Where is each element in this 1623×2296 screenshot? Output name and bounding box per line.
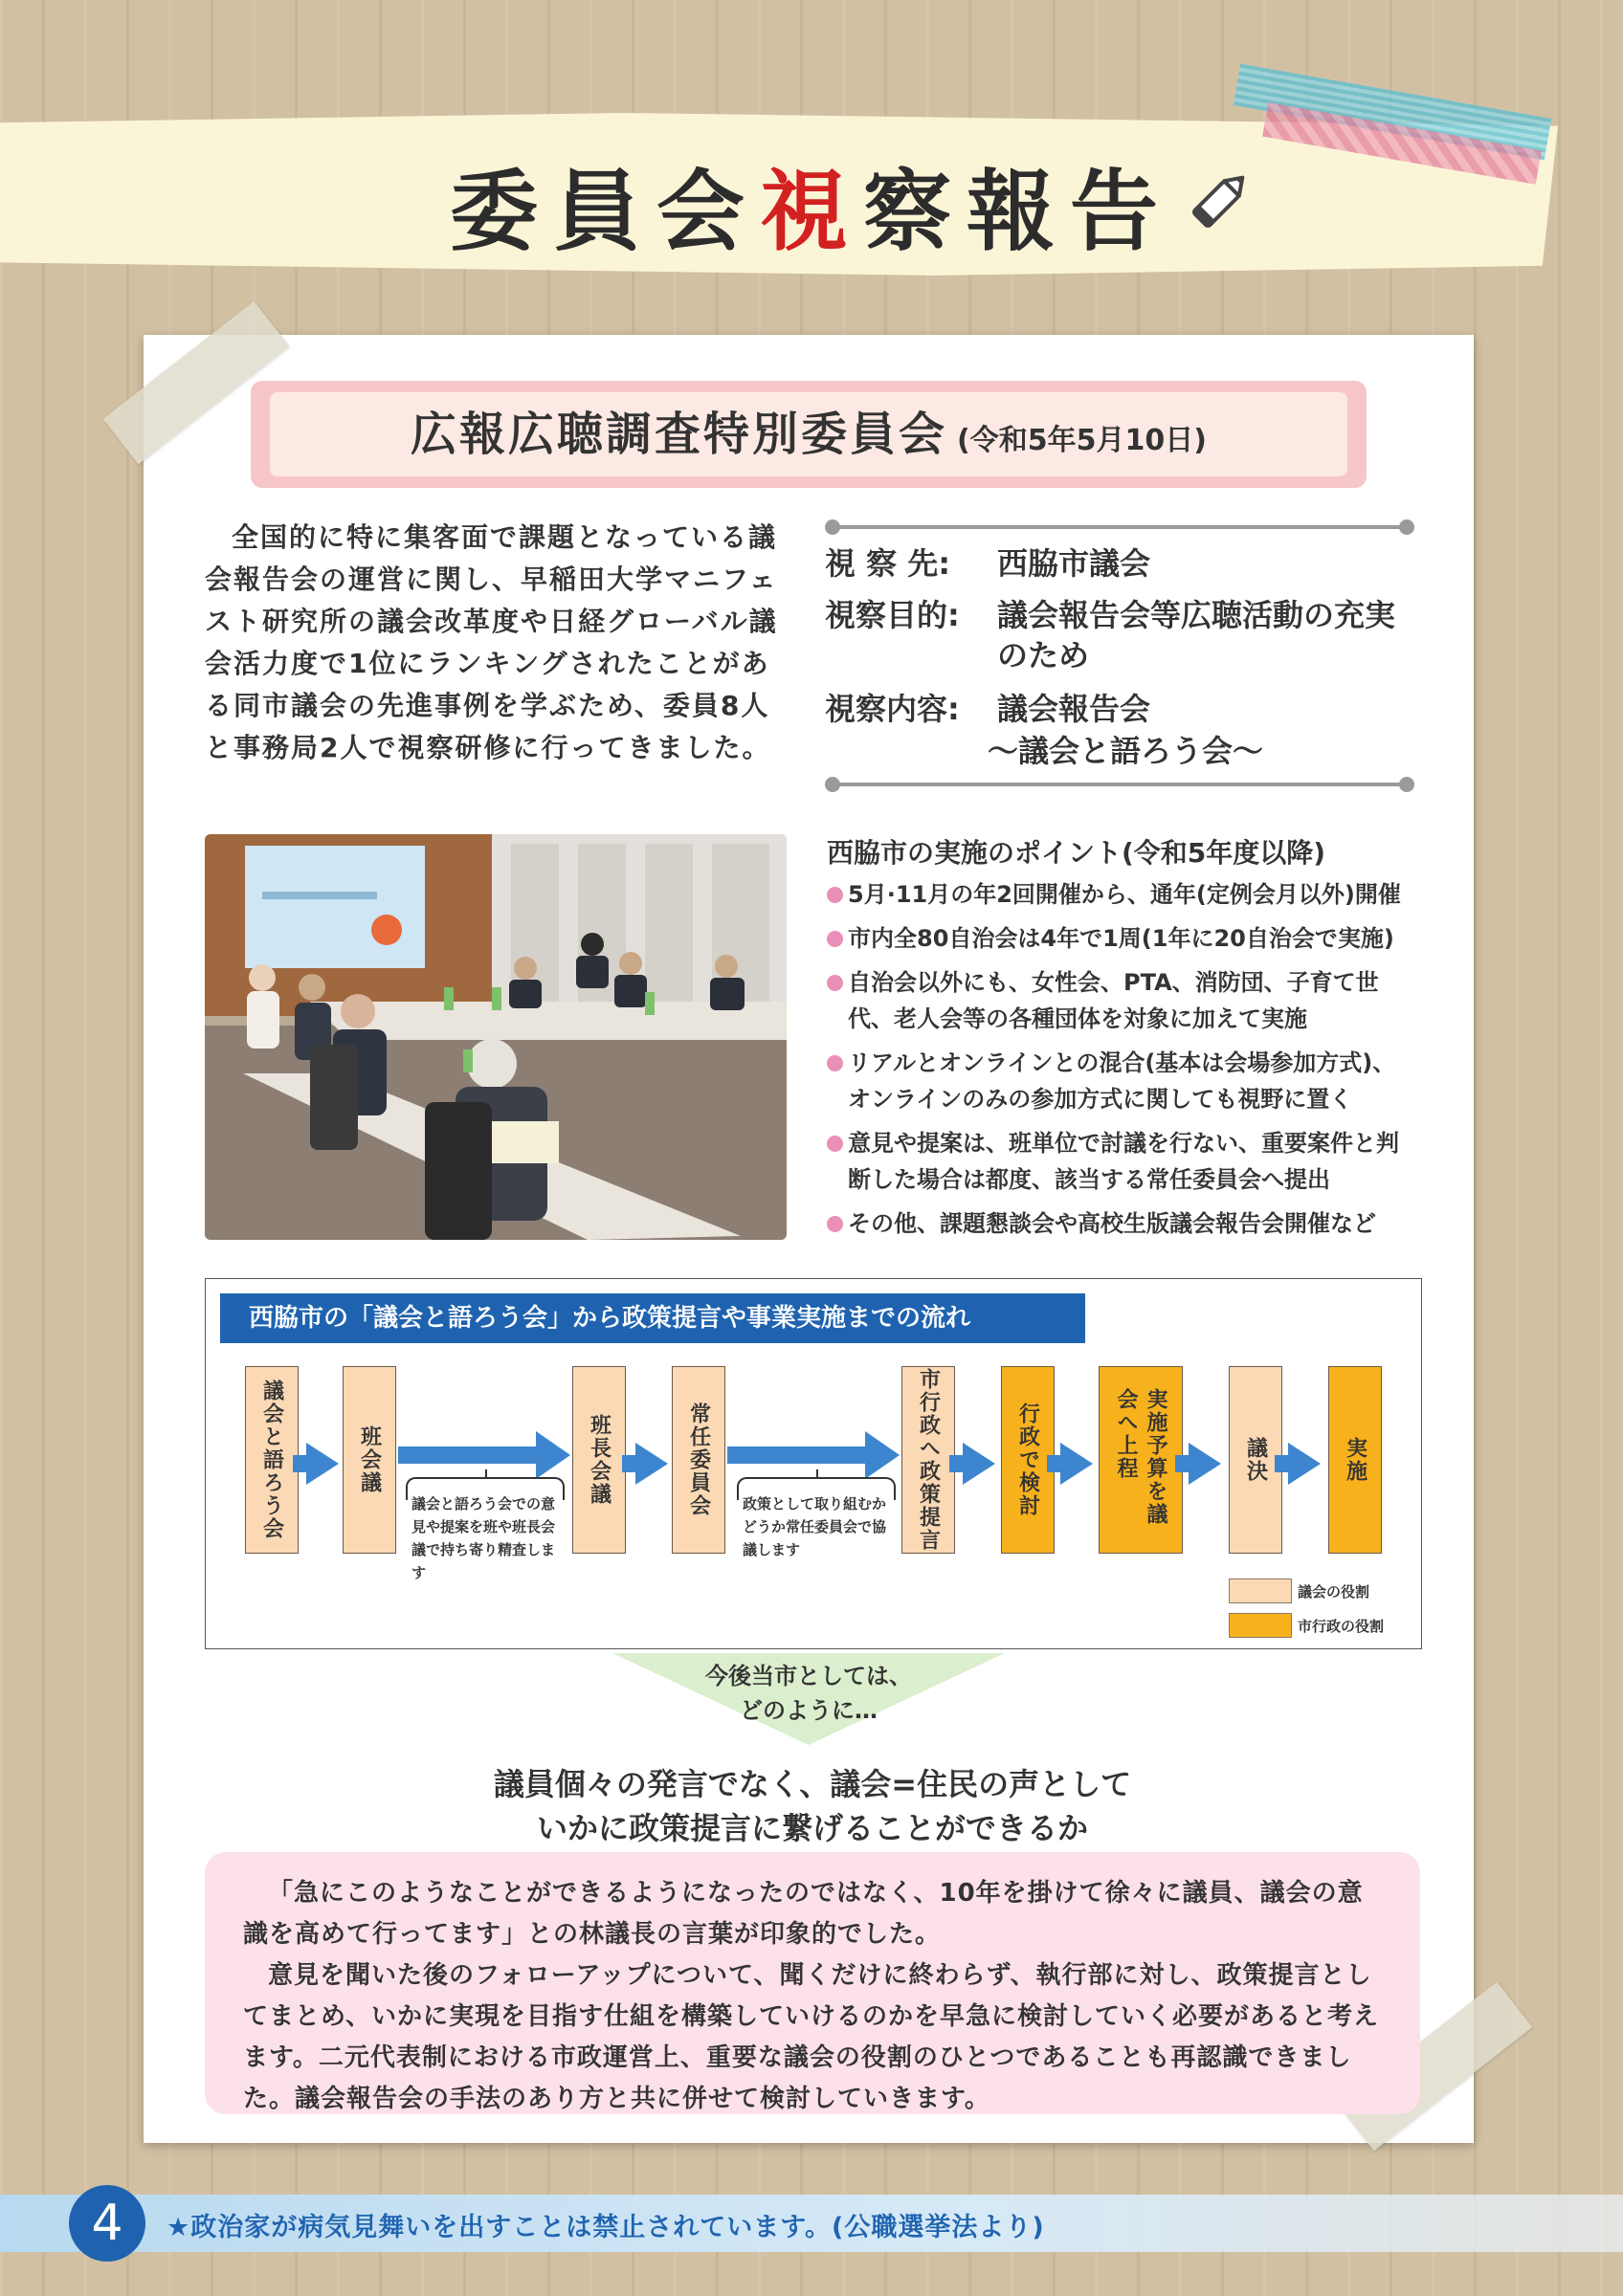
- flow-step-label: 行政で検討: [1015, 1402, 1040, 1517]
- arrow-icon: [1189, 1443, 1221, 1485]
- future-callout: [612, 1659, 1005, 1728]
- legend-swatch-city: [1229, 1613, 1292, 1638]
- flow-step-1: [245, 1366, 299, 1554]
- legend-city: 市行政の役割: [1298, 1618, 1385, 1635]
- summary-box: [205, 1852, 1420, 2114]
- flow-step-label: 班会議: [357, 1425, 382, 1494]
- list-item: 自治会以外にも、女性会、PTA、消防団、子育て世代、老人会等の各種団体を対象に加えて実施: [825, 964, 1418, 1037]
- pencil-icon: [1185, 165, 1256, 235]
- flow-step-9: [1328, 1366, 1382, 1554]
- purpose-value: 議会報告会等広聴活動の充実のため: [997, 597, 1396, 673]
- inspection-info: [825, 543, 1428, 773]
- content-label: 視察内容:: [825, 691, 960, 727]
- long-arrow-icon: [727, 1431, 900, 1479]
- flow-step-label: 議決: [1243, 1437, 1268, 1483]
- page-title-part1: 委員会: [449, 161, 760, 263]
- page-title-highlight: 視: [759, 161, 863, 263]
- list-item: 意見や提案は、班単位で討議を行ない、重要案件と判断した場合は都度、該当する常任委員会へ提出: [825, 1125, 1418, 1198]
- committee-name: 広報広聴調査特別委員会: [411, 408, 948, 461]
- flow-step-3: [572, 1366, 626, 1554]
- list-item: 市内全80自治会は4年で1周(1年に20自治会で実施): [825, 920, 1418, 957]
- list-item: 5月·11月の年2回開催から、通年(定例会月以外)開催: [825, 876, 1418, 913]
- list-item: リアルとオンラインとの混合(基本は会場参加方式)、オンラインのみの参加方式に関しても視野に置く: [825, 1045, 1418, 1117]
- content-value-2: 〜議会と語ろう会〜: [988, 733, 1264, 769]
- future-line-2: どのように…: [740, 1697, 878, 1724]
- flow-step-4: [672, 1366, 725, 1554]
- points-title: 西脇市の実施のポイント(令和5年度以降): [827, 837, 1326, 869]
- flow-note-2: 政策として取り組むかどうか常任委員会で協議します: [743, 1495, 887, 1558]
- content-value-1: 議会報告会: [997, 691, 1151, 727]
- divider-top: [833, 525, 1407, 529]
- page-title-part2: 察報告: [863, 161, 1174, 263]
- flow-step-label: 議会と語ろう会: [259, 1380, 284, 1540]
- long-arrow-icon: [398, 1431, 570, 1479]
- flow-step-label: 実施予算を議会へ上程: [1114, 1388, 1167, 1526]
- flow-step-label: 常任委員会: [686, 1402, 711, 1517]
- meeting-photo-illustration: [205, 834, 787, 1240]
- list-item: その他、課題懇談会や高校生版議会報告会開催など: [825, 1205, 1418, 1242]
- page-number: 4: [69, 2185, 145, 2262]
- arrow-icon: [1060, 1443, 1093, 1485]
- intro-paragraph: 全国的に特に集客面で課題となっている議会報告会の運営に関し、早稲田大学マニフェスト研究所の議会改革度や日経グローバル議会活力度で1位にランキングされたことがある同市議会の先進事例を学ぶため、委員8人と事務局2人で視察研修に行ってきました。: [205, 521, 778, 763]
- page-title: [0, 142, 1623, 268]
- question-line-1: 議員個々の発言でなく、議会=住民の声として: [493, 1766, 1132, 1802]
- committee-date: (令和5年5月10日): [957, 424, 1207, 457]
- flow-step-2: [343, 1366, 396, 1554]
- divider-bottom: [833, 783, 1407, 786]
- committee-heading: [270, 392, 1347, 476]
- flow-step-5: [901, 1366, 955, 1554]
- arrow-icon: [306, 1443, 339, 1485]
- flow-step-label: 班長会議: [587, 1414, 611, 1506]
- flow-step-label: 市行政へ政策提言: [916, 1368, 941, 1552]
- flow-step-label: 実施: [1343, 1437, 1367, 1483]
- flow-step-7: [1099, 1366, 1183, 1554]
- purpose-label: 視察目的:: [825, 597, 960, 633]
- footer-notice: ★政治家が病気見舞いを出すことは禁止されています。(公職選挙法より): [167, 2213, 1045, 2242]
- destination-value: 西脇市議会: [997, 545, 1151, 582]
- arrow-icon: [1288, 1443, 1321, 1485]
- meeting-photo: [205, 834, 787, 1240]
- destination-label: 視 察 先:: [825, 545, 951, 582]
- legend-swatch-council: [1229, 1578, 1292, 1603]
- summary-paragraph-2: 意見を聞いた後のフォローアップについて、聞くだけに終わらず、執行部に対し、政策提言としてまとめ、いかに実現を目指す仕組を構築していけるのかを早急に検討していく必要があると考えます。二元代表制における市政運営上、重要な議会の役割のひとつであることも再認識できました。議会報告会の手法のあり方と共に併せて検討していきます。: [243, 1961, 1379, 2113]
- key-question: [205, 1762, 1420, 1850]
- legend-council: 議会の役割: [1298, 1583, 1370, 1601]
- arrow-icon: [963, 1443, 995, 1485]
- question-line-2: いかに政策提言に繋げることができるか: [536, 1810, 1088, 1846]
- future-line-1: 今後当市としては、: [705, 1663, 912, 1689]
- arrow-icon: [635, 1443, 668, 1485]
- summary-paragraph-1: 「急にこのようなことができるようになったのではなく、10年を掛けて徐々に議員、議会の意識を高めて行ってます」との林議長の言葉が印象的でした。: [243, 1879, 1364, 1949]
- flow-title: 西脇市の「議会と語ろう会」から政策提言や事業実施までの流れ: [220, 1293, 1085, 1343]
- points-list: [825, 876, 1418, 1249]
- flow-note-1: 議会と語ろう会での意見や提案を班や班長会議で持ち寄り精査します: [411, 1495, 556, 1581]
